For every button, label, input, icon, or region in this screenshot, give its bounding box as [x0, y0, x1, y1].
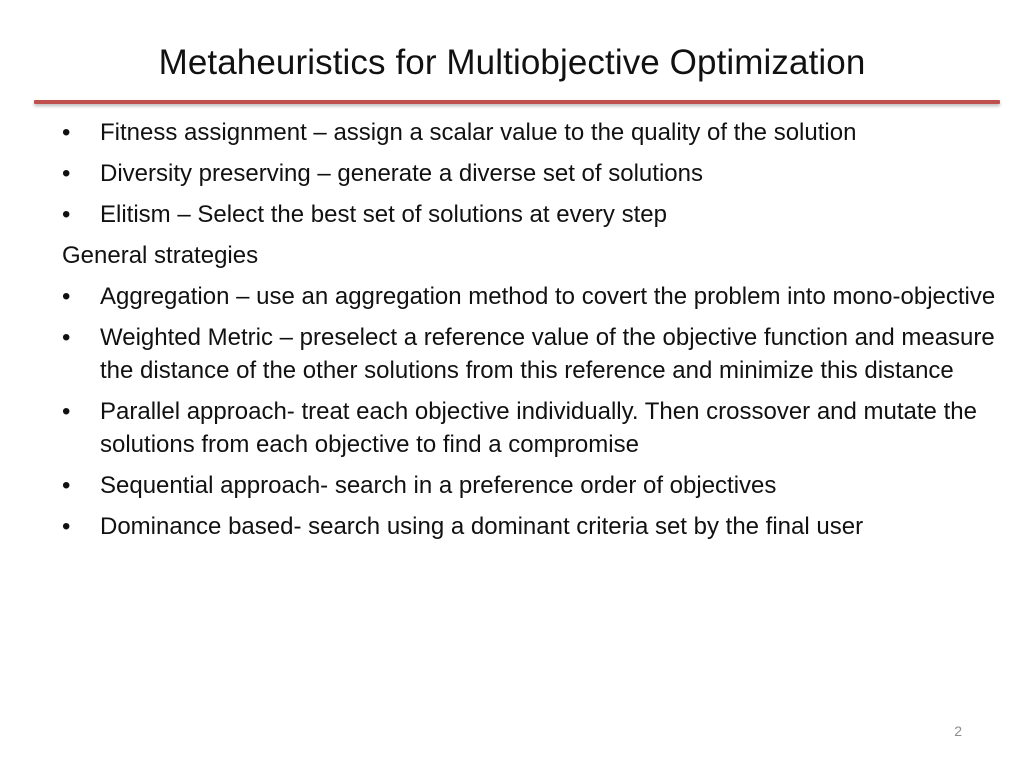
bullet-text: Sequential approach- search in a preference order of objectives [100, 472, 777, 499]
bullet-icon: • [62, 160, 71, 187]
bullet-item [62, 157, 1002, 190]
bullet-text: Dominance based- search using a dominant criteria set by the final user [100, 513, 864, 540]
bullet-text: Parallel approach- treat each objective individually. Then crossover and mutate the solutions from each objective to find a compromise [100, 398, 977, 458]
bullet-icon: • [62, 119, 71, 146]
title-divider [34, 100, 1000, 104]
bullet-icon: • [62, 398, 71, 425]
section-subheading: General strategies [62, 242, 259, 269]
bullet-text: Elitism – Select the best set of solutions at every step [100, 201, 667, 228]
bullet-text: Weighted Metric – preselect a reference value of the objective function and measure the distance of the other solutions from this reference and minimize this distance [100, 324, 995, 384]
bullet-item [62, 280, 1002, 313]
bullet-item [62, 198, 1002, 231]
bullet-text: Diversity preserving – generate a diverse set of solutions [100, 160, 703, 187]
bullet-icon: • [62, 472, 71, 499]
bullet-icon: • [62, 513, 71, 540]
bullet-item [62, 321, 1002, 387]
bullet-item [62, 510, 1002, 543]
bullet-item [62, 116, 1002, 149]
bullet-icon: • [62, 283, 71, 310]
slide-title: Metaheuristics for Multiobjective Optimization [158, 43, 866, 82]
bullet-text: Fitness assignment – assign a scalar value to the quality of the solution [100, 119, 857, 146]
bullet-icon: • [62, 201, 71, 228]
bullet-icon: • [62, 324, 71, 351]
bullet-item [62, 395, 1002, 461]
bullet-text: Aggregation – use an aggregation method to covert the problem into mono-objective [100, 283, 996, 310]
slide-body [62, 116, 1002, 551]
page-number: 2 [954, 723, 962, 739]
bullet-item [62, 469, 1002, 502]
